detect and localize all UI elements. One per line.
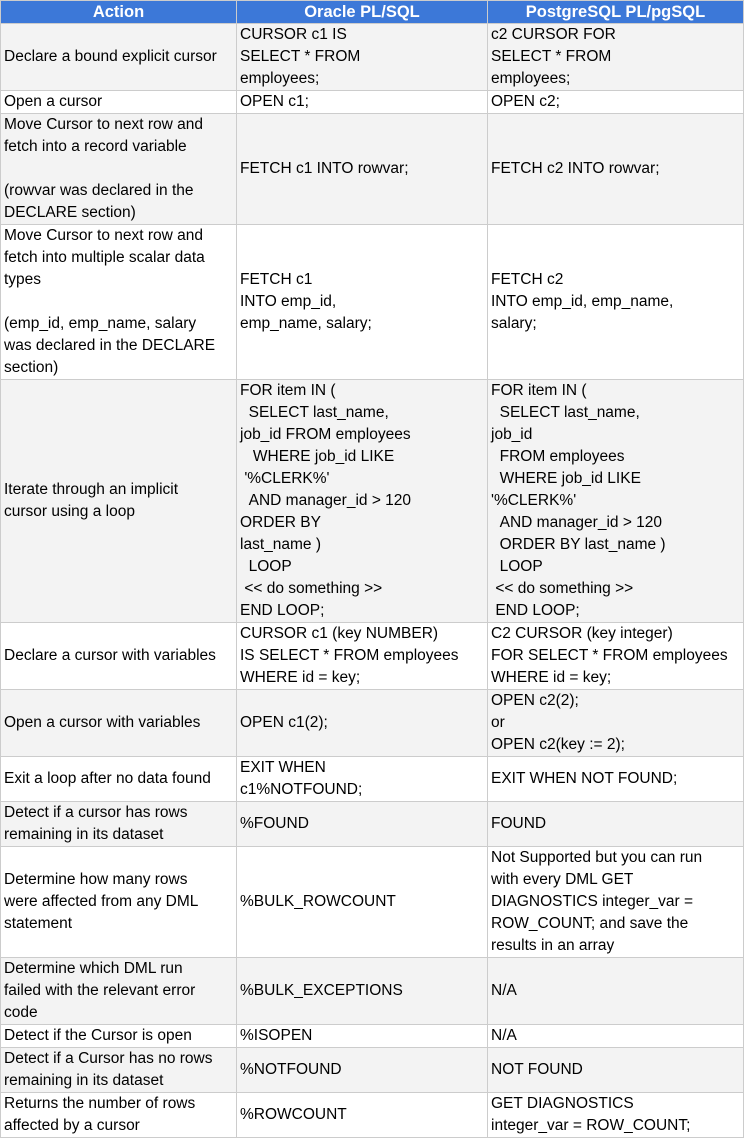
postgres-cell: GET DIAGNOSTICS integer_var = ROW_COUNT; <box>488 1093 744 1138</box>
action-cell: Iterate through an implicit cursor using a loop <box>1 380 237 623</box>
action-cell: Move Cursor to next row and fetch into a record variable (rowvar was declared in the DECLARE section) <box>1 114 237 225</box>
action-cell: Move Cursor to next row and fetch into multiple scalar data types (emp_id, emp_name, salary was declared in the DECLARE section) <box>1 225 237 380</box>
oracle-cell: CURSOR c1 IS SELECT * FROM employees; <box>237 24 488 91</box>
action-cell: Determine which DML run failed with the relevant error code <box>1 958 237 1025</box>
table-row <box>1 1048 744 1093</box>
postgres-cell: FETCH c2 INTO rowvar; <box>488 114 744 225</box>
table-row <box>1 958 744 1025</box>
oracle-cell: %NOTFOUND <box>237 1048 488 1093</box>
oracle-cell: %ROWCOUNT <box>237 1093 488 1138</box>
oracle-cell: OPEN c1(2); <box>237 690 488 757</box>
table-row <box>1 1025 744 1048</box>
postgres-cell: C2 CURSOR (key integer) FOR SELECT * FROM employees WHERE id = key; <box>488 623 744 690</box>
table-row <box>1 225 744 380</box>
oracle-cell: CURSOR c1 (key NUMBER) IS SELECT * FROM employees WHERE id = key; <box>237 623 488 690</box>
table-header <box>1 1 744 24</box>
table-row <box>1 757 744 802</box>
postgres-cell: Not Supported but you can run with every DML GET DIAGNOSTICS integer_var = ROW_COUNT; and save the results in an array <box>488 847 744 958</box>
header-postgres: PostgreSQL PL/pgSQL <box>488 1 744 24</box>
postgres-cell: c2 CURSOR FOR SELECT * FROM employees; <box>488 24 744 91</box>
action-cell: Open a cursor with variables <box>1 690 237 757</box>
postgres-cell: FOR item IN ( SELECT last_name, job_id FROM employees WHERE job_id LIKE '%CLERK%' AND manager_id > 120 ORDER BY last_name ) LOOP << do something >> END LOOP; <box>488 380 744 623</box>
table-row <box>1 91 744 114</box>
table-row <box>1 847 744 958</box>
action-cell: Detect if a cursor has rows remaining in its dataset <box>1 802 237 847</box>
oracle-cell: FETCH c1 INTO rowvar; <box>237 114 488 225</box>
action-cell: Declare a cursor with variables <box>1 623 237 690</box>
postgres-cell: EXIT WHEN NOT FOUND; <box>488 757 744 802</box>
oracle-cell: OPEN c1; <box>237 91 488 114</box>
postgres-cell: FETCH c2 INTO emp_id, emp_name, salary; <box>488 225 744 380</box>
action-cell: Exit a loop after no data found <box>1 757 237 802</box>
postgres-cell: OPEN c2(2); or OPEN c2(key := 2); <box>488 690 744 757</box>
oracle-cell: %BULK_ROWCOUNT <box>237 847 488 958</box>
table-row <box>1 802 744 847</box>
oracle-cell: %FOUND <box>237 802 488 847</box>
action-cell: Returns the number of rows affected by a cursor <box>1 1093 237 1138</box>
oracle-cell: FOR item IN ( SELECT last_name, job_id FROM employees WHERE job_id LIKE '%CLERK%' AND manager_id > 120 ORDER BY last_name ) LOOP << do something >> END LOOP; <box>237 380 488 623</box>
header-action: Action <box>1 1 237 24</box>
postgres-cell: N/A <box>488 1025 744 1048</box>
oracle-cell: FETCH c1 INTO emp_id, emp_name, salary; <box>237 225 488 380</box>
table-row <box>1 690 744 757</box>
oracle-cell: EXIT WHEN c1%NOTFOUND; <box>237 757 488 802</box>
postgres-cell: FOUND <box>488 802 744 847</box>
action-cell: Declare a bound explicit cursor <box>1 24 237 91</box>
oracle-cell: %ISOPEN <box>237 1025 488 1048</box>
table-row <box>1 24 744 91</box>
oracle-cell: %BULK_EXCEPTIONS <box>237 958 488 1025</box>
header-oracle: Oracle PL/SQL <box>237 1 488 24</box>
table-row <box>1 623 744 690</box>
postgres-cell: OPEN c2; <box>488 91 744 114</box>
postgres-cell: NOT FOUND <box>488 1048 744 1093</box>
action-cell: Detect if a Cursor has no rows remaining in its dataset <box>1 1048 237 1093</box>
action-cell: Detect if the Cursor is open <box>1 1025 237 1048</box>
table-row <box>1 114 744 225</box>
action-cell: Determine how many rows were affected from any DML statement <box>1 847 237 958</box>
table-row <box>1 380 744 623</box>
postgres-cell: N/A <box>488 958 744 1025</box>
header-row <box>1 1 744 24</box>
table-body <box>1 24 744 1138</box>
action-cell: Open a cursor <box>1 91 237 114</box>
table-row <box>1 1093 744 1138</box>
